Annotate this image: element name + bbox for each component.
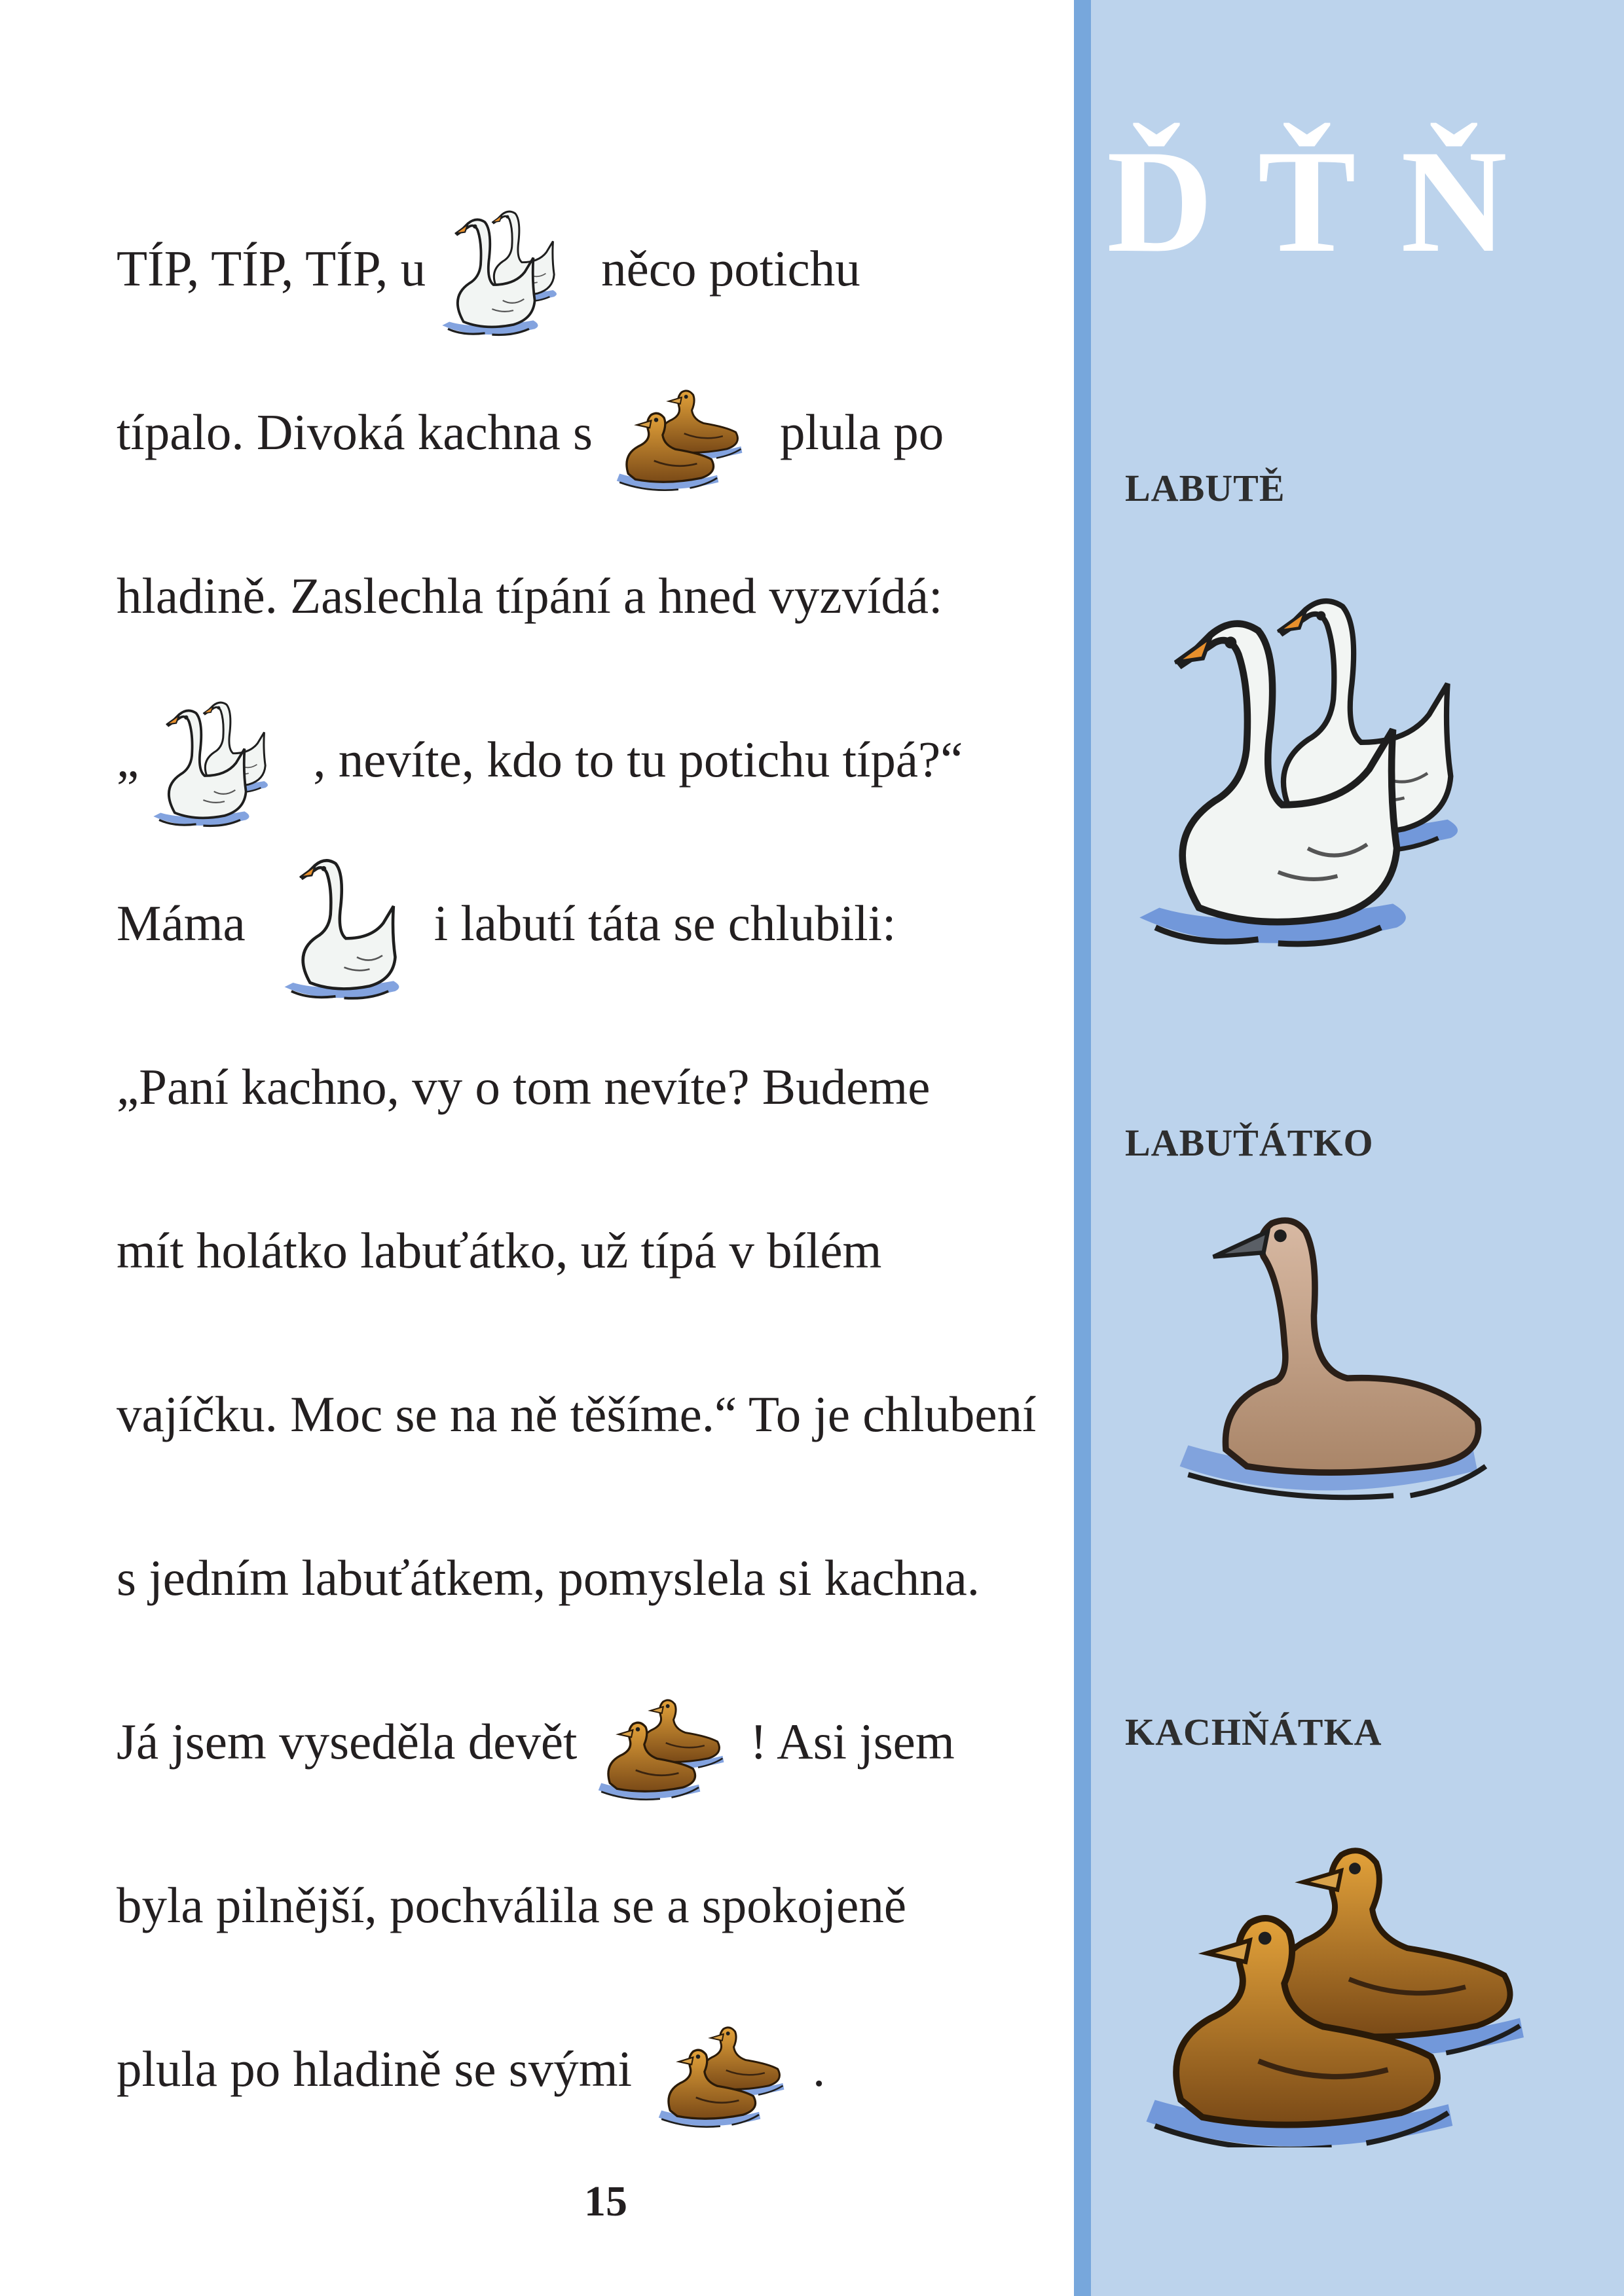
swans-illustration: [1120, 570, 1565, 989]
story-line-3: [117, 514, 942, 678]
story-text: mít holátko labuťátko, už típá v bílém: [117, 1222, 882, 1279]
swan-icon: [255, 838, 425, 1008]
story-line-4: [117, 678, 963, 841]
letters-heading: Ď Ť Ň: [1107, 119, 1511, 283]
ducklings-illustration: [1126, 1781, 1585, 2147]
story-text: „Paní kachno, vy o tom nevíte? Budeme: [117, 1058, 931, 1115]
story-text: Máma: [117, 894, 246, 951]
swan-family-icon: [435, 187, 592, 350]
story-line-5: [117, 841, 896, 1005]
story-text: plula po: [780, 403, 944, 460]
story-line-2: [117, 350, 944, 514]
swan-family-icon: [143, 678, 306, 841]
story-line-6: [117, 1005, 930, 1169]
story-text: , nevíte, kdo to tu potichu típá?“: [313, 731, 963, 788]
story-text: plula po hladině se svými: [117, 2040, 632, 2097]
story-text: „: [117, 731, 139, 788]
label-labutatko: LABUŤÁTKO: [1125, 1121, 1374, 1164]
sidebar-stripe: [1074, 0, 1091, 2296]
story-text: vajíčku. Moc se na ně těšíme.“ To je chlubení: [117, 1385, 1037, 1442]
cygnet-illustration: [1153, 1198, 1519, 1512]
page-number: 15: [584, 2178, 627, 2225]
story-text: ! Asi jsem: [750, 1713, 955, 1770]
ducklings-icon: [653, 2003, 803, 2134]
story-text: hladině. Zaslechla típání a hned vyzvídá:: [117, 567, 943, 624]
story-text: Já jsem vyseděla devět: [117, 1713, 578, 1770]
ducklings-icon: [593, 1676, 743, 1807]
letters-sidebar: [1074, 0, 1624, 2296]
story-line-9: [117, 1496, 980, 1660]
story-text: típalo. Divoká kachna s: [117, 403, 593, 460]
label-kachnatka: KACHŇÁTKA: [1125, 1711, 1382, 1753]
label-labute: LABUTĚ: [1125, 467, 1285, 509]
story-line-8: [117, 1332, 1036, 1496]
story-line-7: [117, 1169, 881, 1332]
story-text: byla pilnější, pochválila se a spokojeně: [117, 1876, 907, 1933]
story-line-12: [117, 1987, 825, 2151]
story-text: i labutí táta se chlubili:: [434, 894, 896, 951]
story-line-10: [117, 1660, 955, 1823]
story-text: .: [813, 2040, 826, 2097]
story-text: s jedním labuťátkem, pomyslela si kachna.: [117, 1549, 980, 1606]
story-text: něco potichu: [601, 240, 860, 297]
story-line-11: [117, 1823, 906, 1987]
story-text: TÍP, TÍP, TÍP, u: [117, 240, 426, 297]
story-line-1: [117, 187, 860, 350]
ducklings-icon: [611, 367, 762, 498]
